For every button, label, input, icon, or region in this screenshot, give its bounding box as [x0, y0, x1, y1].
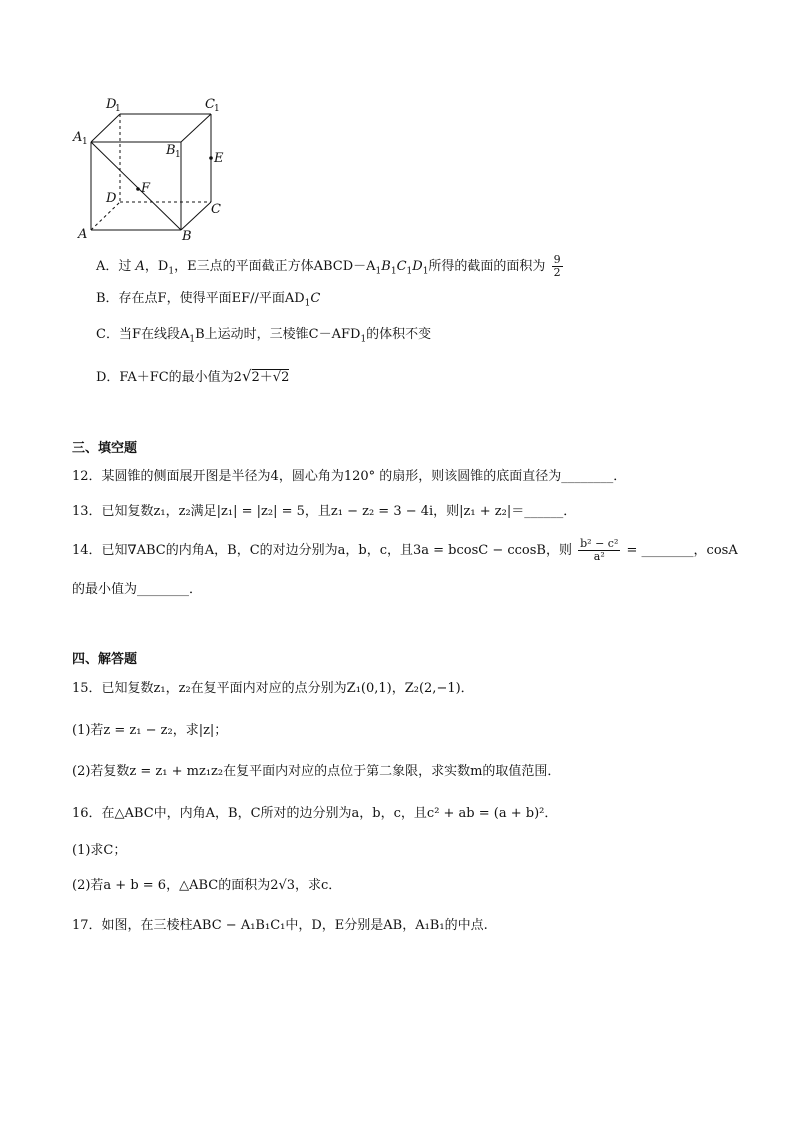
option-b: B．存在点F，使得平面EF//平面$AD_1C$ — [96, 291, 321, 309]
label-d: D — [106, 191, 117, 206]
point-f — [136, 187, 140, 191]
option-c: C．当F在线段$A_1B$上运动时，三棱锥$C-AFD_1$的体积不变 — [96, 327, 432, 345]
label-b1: B — [166, 143, 176, 158]
question-15: 15．已知复数z₁，z₂在复平面内对应的点分别为Z₁(0,1)，Z₂(2,−1)． — [72, 681, 474, 696]
edge-b1-c1 — [181, 114, 211, 142]
label-b: B — [182, 229, 192, 242]
option-d: D．FA＋FC的最小值为2√2＋√2 — [96, 367, 290, 385]
question-17: 17．如图，在三棱柱ABC − A₁B₁C₁中，D，E分别是AB，A₁B₁的中点. — [72, 918, 488, 933]
label-d1-sub: 1 — [115, 104, 121, 114]
cube-figure — [68, 92, 238, 242]
question-16-part1: (1)求C； — [72, 843, 127, 858]
edge-b-c — [181, 202, 211, 230]
question-15-part2: (2)若复数z = z₁ + mz₁z₂在复平面内对应的点位于第二象限，求实数m的取值范围． — [72, 764, 561, 779]
label-b1-sub: 1 — [175, 150, 181, 160]
question-14: 14．已知∇ABC的内角A，B，C的对边分别为a，b，c，且3a = bcosC − ccosB，则 $\frac{\text{b² − c²}}{\text{a²}}$ = ________，cosA — [72, 537, 738, 563]
edge-a1-d1 — [91, 114, 120, 142]
sqrt-symbol: √ — [241, 367, 252, 385]
question-16: 16．在△ABC中，内角A，B，C所对的边分别为a，b，c，且c² + ab = (a + b)²． — [72, 806, 558, 821]
label-a: A — [78, 227, 88, 242]
hidden-edge-a-d — [91, 202, 120, 230]
question-13: 13．已知复数z₁，z₂满足|z₁| = |z₂| = 5，且z₁ − z₂ = 3 − 4i，则|z₁ + z₂|＝______． — [72, 504, 577, 519]
label-c1: C — [205, 97, 215, 112]
point-e — [209, 156, 213, 160]
label-c: C — [211, 202, 221, 217]
label-a1-sub: 1 — [82, 137, 88, 147]
fraction-b2-c2-over-a2: $\frac{\text{b² − c²}}{\text{a²}}$ — [580, 537, 619, 563]
fraction-9-2: $\frac{9}{2}$ — [553, 253, 561, 279]
label-d1: D — [106, 97, 117, 112]
section-title-answer: 四、解答题 — [72, 652, 138, 667]
section-title-fill-blank: 三、填空题 — [72, 441, 138, 456]
label-f: F — [141, 181, 151, 196]
question-14-cont: 的最小值为________． — [72, 582, 203, 597]
label-c1-sub: 1 — [214, 104, 220, 114]
question-16-part2: (2)若a + b = 6，△ABC的面积为2√3，求c． — [72, 878, 342, 893]
label-e: E — [214, 151, 224, 166]
option-a: A．过 A，$D_1$，E三点的平面截正方体$ABCD-A_1B_1C_1D_1$所得的截面的面积为 $\frac{9}{2}$ — [96, 253, 561, 279]
question-12: 12．某圆锥的侧面展开图是半径为4，圆心角为120° 的扇形，则该圆锥的底面直径为________． — [72, 469, 627, 484]
question-15-part1: (1)若z = z₁ − z₂，求|z|； — [72, 723, 228, 738]
label-a1: A — [73, 130, 83, 145]
